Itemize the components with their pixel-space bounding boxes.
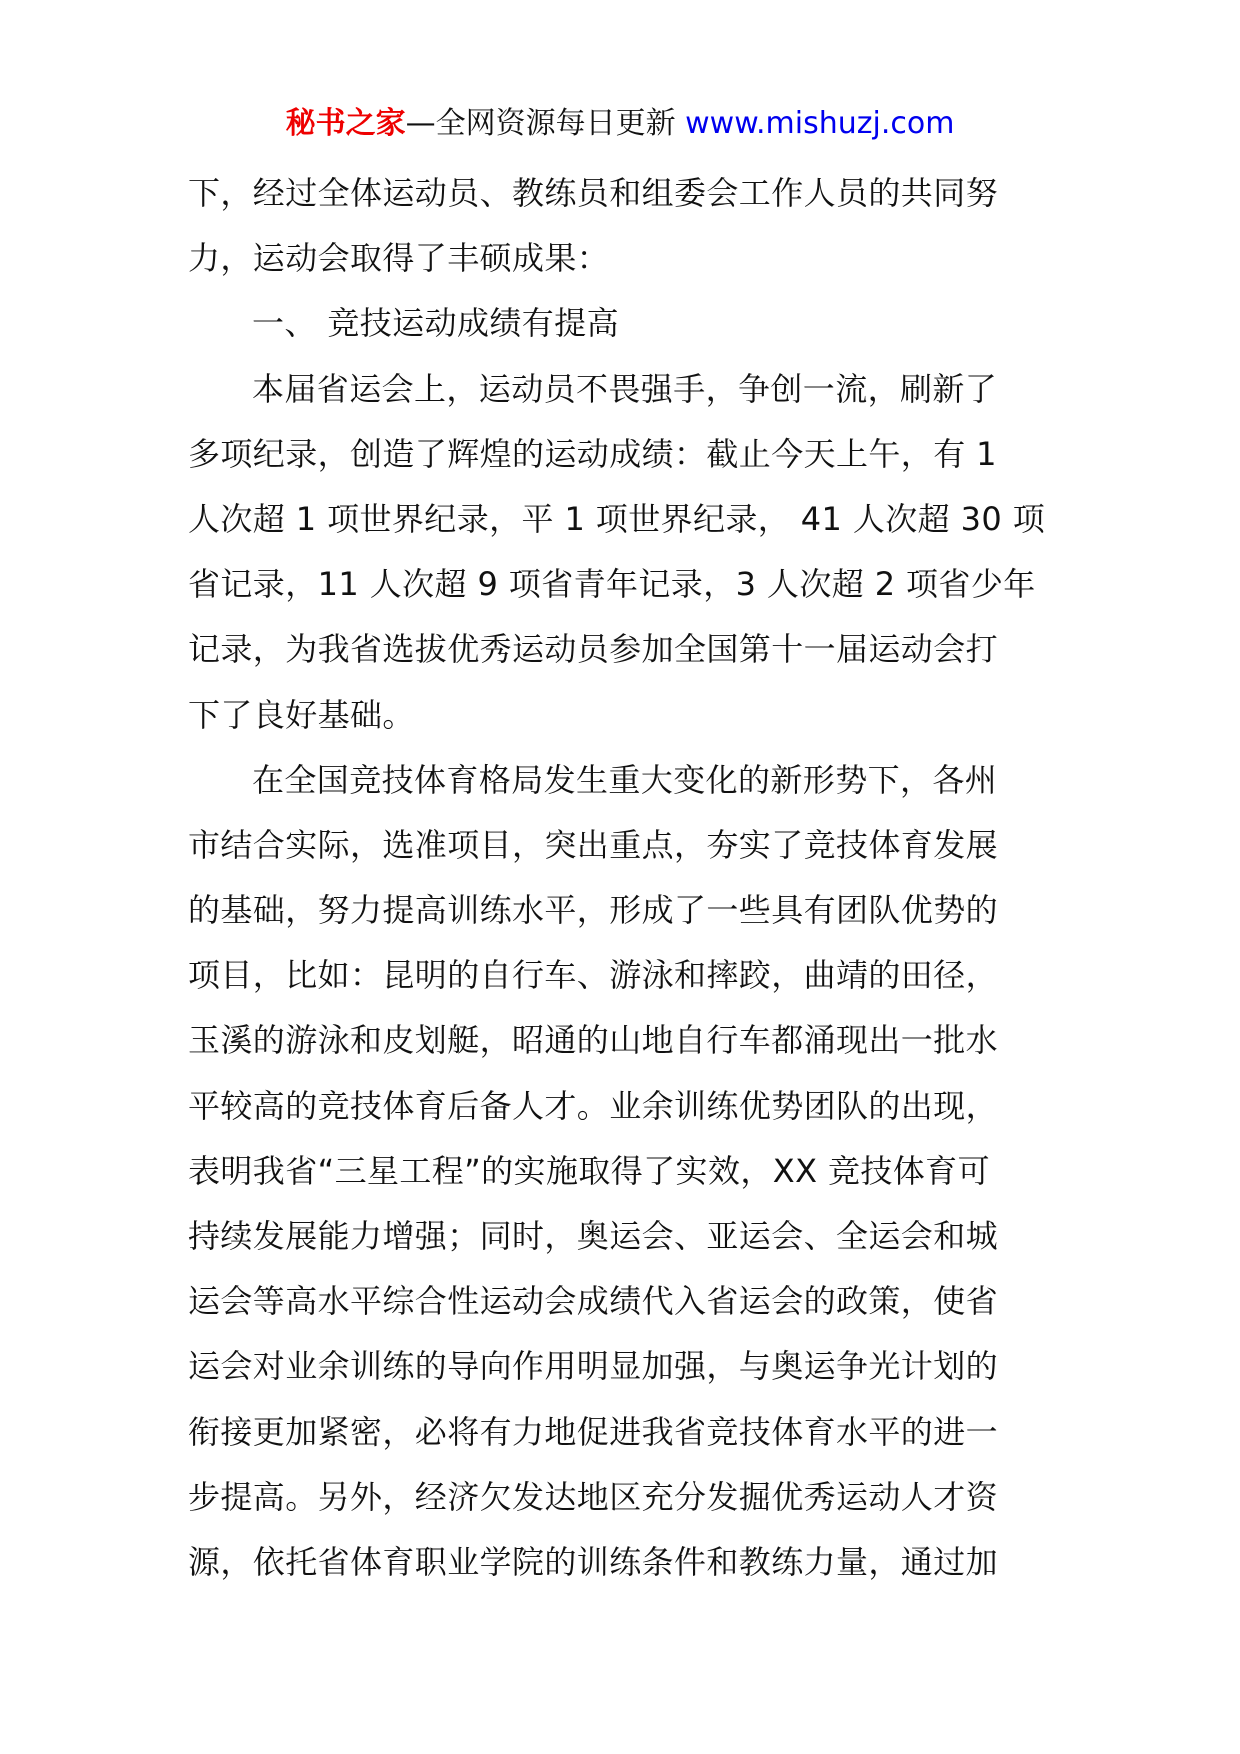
text-line: 源，依托省体育职业学院的训练条件和教练力量，通过加	[188, 1542, 999, 1581]
text-line: 人次超 1 项世界纪录，平 1 项世界纪录， 41 人次超 30 项	[188, 499, 1046, 538]
text-line: 衔接更加紧密，必将有力地促进我省竞技体育水平的进一	[188, 1412, 999, 1451]
text-line: 运会对业余训练的导向作用明显加强，与奥运争光计划的	[188, 1347, 999, 1386]
text-line: 表明我省“三星工程”的实施取得了实效，XX 竞技体育可	[188, 1151, 990, 1190]
text-line: 的基础，努力提高训练水平，形成了一些具有团队优势的	[188, 891, 999, 930]
text-line: 步提高。另外，经济欠发达地区充分发掘优秀运动人才资	[188, 1477, 999, 1516]
text-line: 省记录，11 人次超 9 项省青年记录，3 人次超 2 项省少年	[188, 565, 1036, 604]
text-line: 平较高的竞技体育后备人才。业余训练优势团队的出现，	[188, 1086, 999, 1125]
text-line: 下，经过全体运动员、教练员和组委会工作人员的共同努	[188, 174, 999, 212]
text-line: 本届省运会上，运动员不畏强手，争创一流，刷新了	[252, 369, 998, 408]
text-line: 多项纪录，创造了辉煌的运动成绩：截止今天上午，有 1	[188, 434, 997, 473]
page-header	[0, 102, 1240, 146]
website-link[interactable]: www.mishuzj.com	[685, 106, 955, 141]
text-line: 力，运动会取得了丰硕成果：	[188, 239, 610, 278]
body-text	[188, 161, 1060, 1595]
text-line: 市结合实际，选准项目，突出重点，夯实了竞技体育发展	[188, 825, 999, 864]
text-line: 下了良好基础。	[188, 695, 415, 734]
text-line: 玉溪的游泳和皮划艇，昭通的山地自行车都涌现出一批水	[188, 1021, 999, 1060]
text-line: 运会等高水平综合性运动会成绩代入省运会的政策，使省	[188, 1282, 999, 1321]
text-line: 记录，为我省选拔优秀运动员参加全国第十一届运动会打	[188, 630, 999, 669]
text-line: 在全国竞技体育格局发生重大变化的新形势下，各州	[252, 760, 998, 799]
text-line: 持续发展能力增强；同时，奥运会、亚运会、全运会和城	[188, 1217, 999, 1255]
brand-name: 秘书之家	[285, 106, 406, 141]
text-line: 项目，比如：昆明的自行车、游泳和摔跤，曲靖的田径，	[188, 956, 999, 995]
text-line: 一、 竞技运动成绩有提高	[252, 304, 619, 343]
header-tagline: —全网资源每日更新	[405, 106, 686, 141]
